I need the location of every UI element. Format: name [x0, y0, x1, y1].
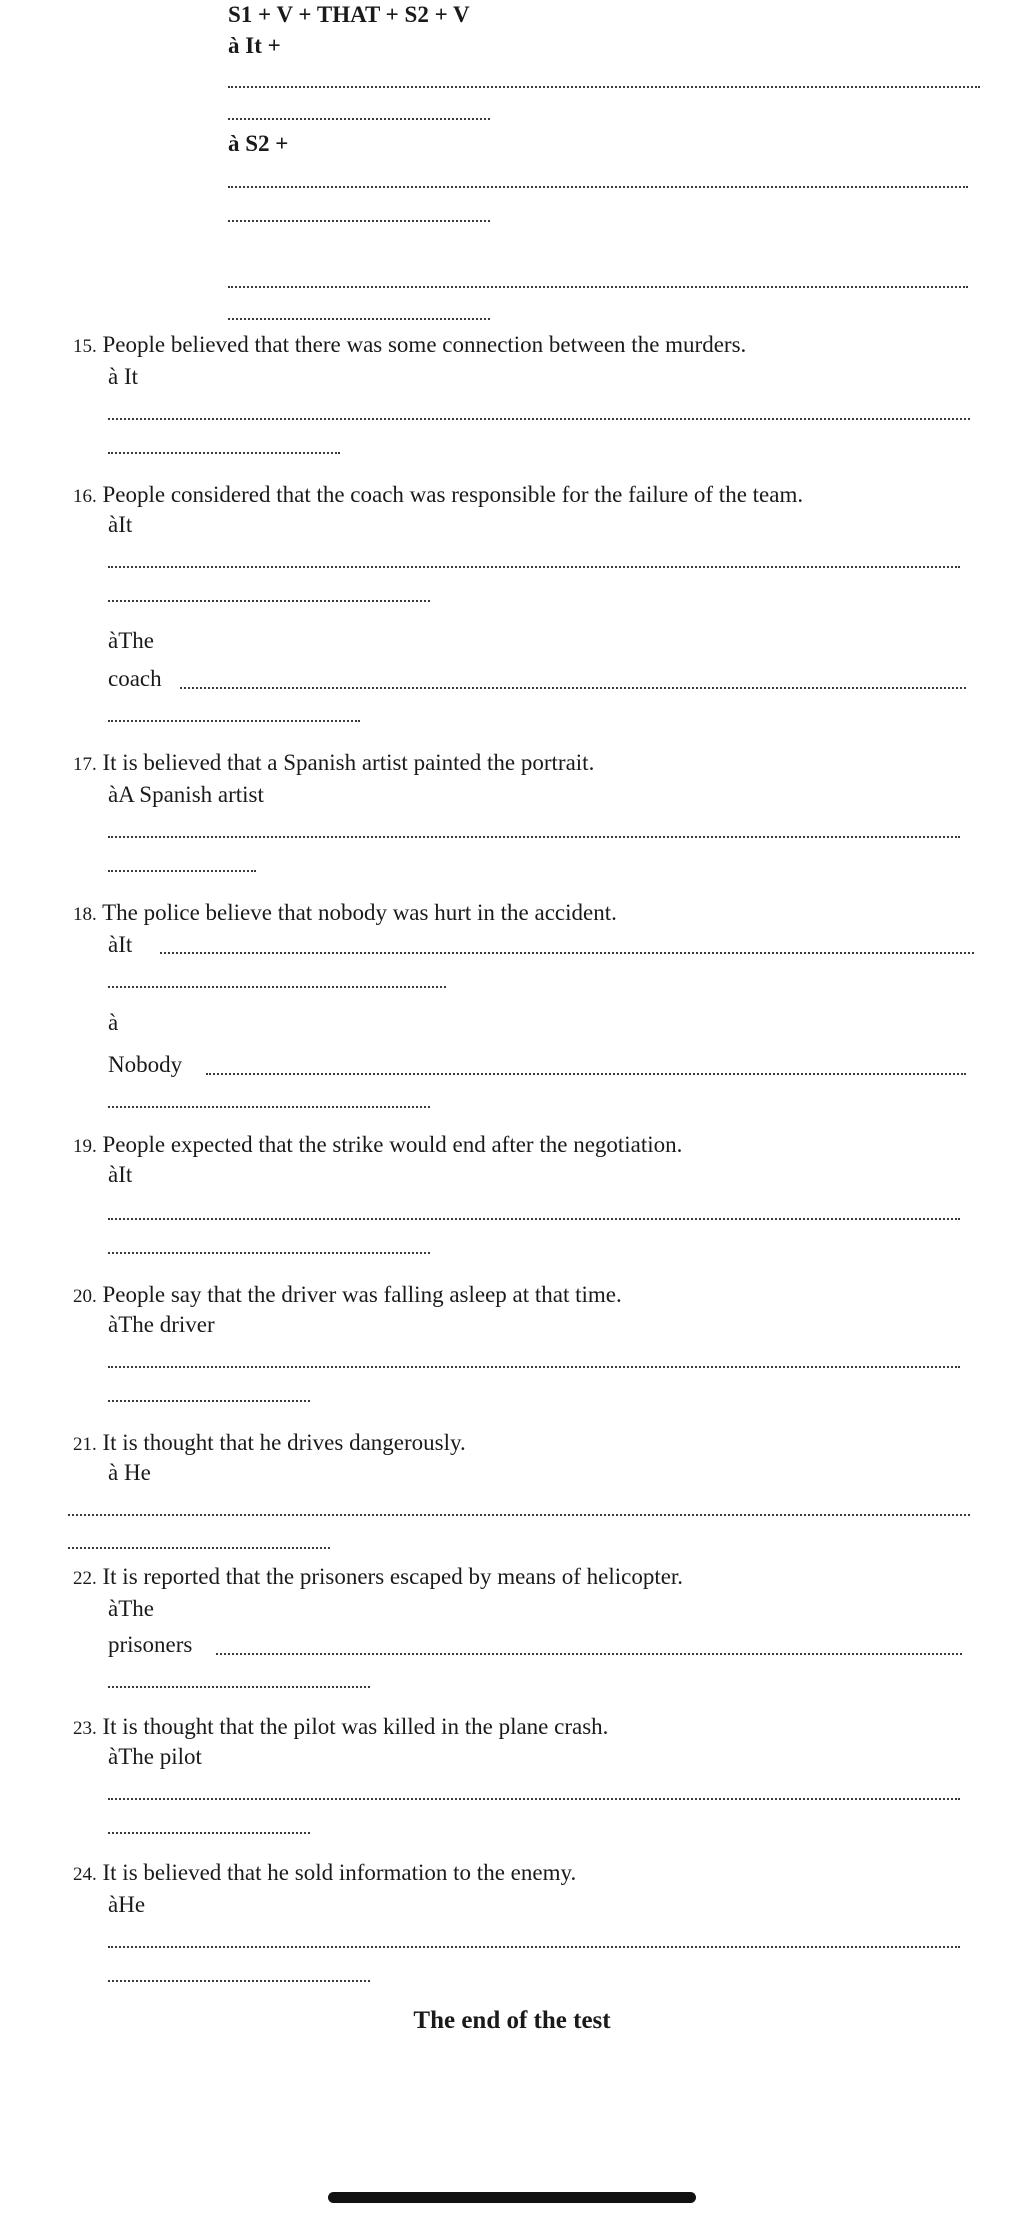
- answer-line[interactable]: [206, 1073, 966, 1075]
- answer-line[interactable]: [108, 1946, 960, 1948]
- answer-line[interactable]: [108, 566, 960, 568]
- answer-prompt: Nobody: [108, 1052, 183, 1077]
- answer-line[interactable]: [68, 1514, 970, 1516]
- question-20: 20. People say that the driver was falling asleep at that time.: [73, 1282, 622, 1307]
- answer-line[interactable]: [68, 1547, 330, 1549]
- question-22: 22. It is reported that the prisoners escaped by means of helicopter.: [73, 1564, 684, 1589]
- answer-line[interactable]: [228, 286, 968, 288]
- question-23: 23. It is thought that the pilot was killed in the plane crash.: [73, 1714, 609, 1739]
- answer-line[interactable]: [228, 220, 490, 222]
- answer-prompt: àThe: [108, 1596, 154, 1621]
- answer-line[interactable]: [228, 118, 490, 120]
- answer-prompt: àIt: [108, 932, 133, 957]
- answer-line[interactable]: [108, 1252, 430, 1254]
- answer-prompt: coach: [108, 666, 162, 691]
- answer-line[interactable]: [108, 870, 256, 872]
- answer-line[interactable]: [108, 1366, 960, 1368]
- answer-line[interactable]: [228, 186, 968, 188]
- answer-line[interactable]: [108, 1106, 430, 1108]
- answer-line[interactable]: [108, 600, 430, 602]
- answer-line[interactable]: [108, 1798, 960, 1800]
- answer-line[interactable]: [108, 1218, 960, 1220]
- answer-prompt: prisoners: [108, 1632, 193, 1657]
- answer-line[interactable]: [216, 1653, 962, 1655]
- answer-prompt: à: [108, 1010, 119, 1035]
- answer-prompt: àThe: [108, 628, 154, 653]
- answer-prompt: àIt: [108, 512, 133, 537]
- answer-line[interactable]: [180, 687, 966, 689]
- rule-s2-prompt: à S2 +: [228, 131, 289, 156]
- rule-it-prompt: à It +: [228, 33, 281, 58]
- answer-line[interactable]: [108, 836, 960, 838]
- answer-line[interactable]: [108, 1832, 310, 1834]
- question-17: 17. It is believed that a Spanish artist painted the portrait.: [73, 750, 595, 775]
- answer-prompt: à He: [108, 1460, 151, 1485]
- answer-line[interactable]: [228, 318, 490, 320]
- answer-line[interactable]: [108, 720, 360, 722]
- answer-prompt: àIt: [108, 1162, 133, 1187]
- answer-line[interactable]: [228, 86, 980, 88]
- answer-prompt: àThe driver: [108, 1312, 215, 1337]
- end-of-test-label: The end of the test: [413, 2007, 611, 2034]
- question-24: 24. It is believed that he sold information to the enemy.: [73, 1860, 577, 1885]
- answer-line[interactable]: [108, 452, 340, 454]
- question-21: 21. It is thought that he drives dangerously.: [73, 1430, 466, 1455]
- answer-prompt: à It: [108, 364, 139, 389]
- answer-line[interactable]: [108, 418, 970, 420]
- answer-prompt: àHe: [108, 1892, 146, 1917]
- answer-prompt: àThe pilot: [108, 1744, 202, 1769]
- answer-prompt: àA Spanish artist: [108, 782, 264, 807]
- answer-line[interactable]: [108, 986, 446, 988]
- answer-line[interactable]: [108, 1686, 370, 1688]
- question-19: 19. People expected that the strike would end after the negotiation.: [73, 1132, 683, 1157]
- answer-line[interactable]: [108, 1980, 370, 1982]
- answer-line[interactable]: [160, 952, 974, 954]
- answer-line[interactable]: [108, 1400, 310, 1402]
- question-18: 18. The police believe that nobody was hurt in the accident.: [73, 900, 617, 925]
- formula-heading: S1 + V + THAT + S2 + V: [228, 2, 470, 27]
- home-indicator-bar[interactable]: [328, 2192, 696, 2203]
- question-16: 16. People considered that the coach was responsible for the failure of the team.: [73, 482, 804, 507]
- question-15: 15. People believed that there was some connection between the murders.: [73, 332, 747, 357]
